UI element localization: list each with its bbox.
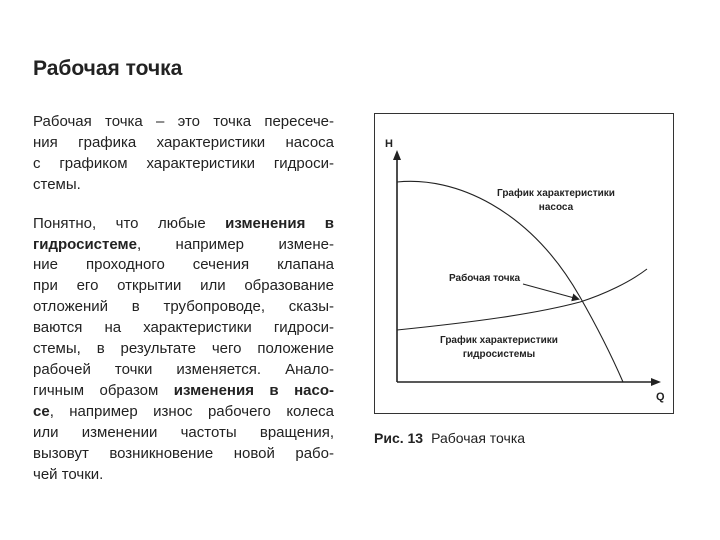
text-run: Понятно, что любые <box>33 214 226 232</box>
text-line <box>33 235 334 256</box>
text-line: рабочей точки изменяется. Анало- <box>33 360 334 378</box>
x-axis-label: Q <box>656 391 665 403</box>
text-line: Рабочая точка – это точка пересече- <box>33 113 334 130</box>
text-run: , например износ рабочего колеса <box>49 402 334 420</box>
emphasis-text: изменения в <box>225 214 334 232</box>
text-line <box>33 381 334 402</box>
working-point-diagram <box>375 114 675 415</box>
text-line: ваются на характеристики гидроси- <box>33 319 334 337</box>
text-run: гичным образом <box>33 381 174 399</box>
system-curve-label-line2: гидросистемы <box>462 349 536 360</box>
text-line: стемы, в результате чего положение <box>33 340 334 358</box>
text-line: стемы. <box>33 175 81 193</box>
paragraph-explanation <box>33 214 334 486</box>
x-axis-arrow-icon <box>651 378 661 386</box>
figure-caption <box>374 430 525 446</box>
paragraph-definition <box>33 112 334 196</box>
emphasis-text: гидросистеме <box>33 235 137 253</box>
text-line <box>33 214 334 235</box>
page-title: Рабочая точка <box>33 57 183 80</box>
caption-text: Рабочая точка <box>431 430 526 446</box>
working-point-leader <box>523 284 578 299</box>
y-axis-arrow-icon <box>393 150 401 160</box>
pump-curve-label-line2: насоса <box>538 202 574 213</box>
text-line <box>33 402 334 423</box>
text-line: при его открытии или образование <box>33 277 334 295</box>
emphasis-text: се <box>33 402 50 420</box>
system-curve-label-line1: График характеристики <box>440 335 558 346</box>
text-line: ния графика характеристики насоса <box>33 133 334 151</box>
body-text <box>33 112 334 503</box>
text-line: чей точки. <box>33 465 104 483</box>
text-run: , например измене- <box>136 235 334 253</box>
text-line: или изменении частоты вращения, <box>33 423 334 441</box>
system-curve <box>397 269 647 330</box>
emphasis-text: изменения в насо- <box>173 381 334 399</box>
pump-curve-label-line1: График характеристики <box>497 188 615 199</box>
text-line: ние проходного сечения клапана <box>33 256 334 274</box>
caption-number: Рис. 13 <box>374 430 424 446</box>
text-line: отложений в трубопроводе, сказы- <box>33 298 334 316</box>
y-axis-label: H <box>385 138 393 150</box>
working-point-label: Рабочая точка <box>449 273 521 284</box>
text-line: с графиком характеристики гидроси- <box>33 154 334 172</box>
figure-working-point <box>374 113 674 414</box>
text-line: вызовут возникновение новой рабо- <box>33 444 334 462</box>
